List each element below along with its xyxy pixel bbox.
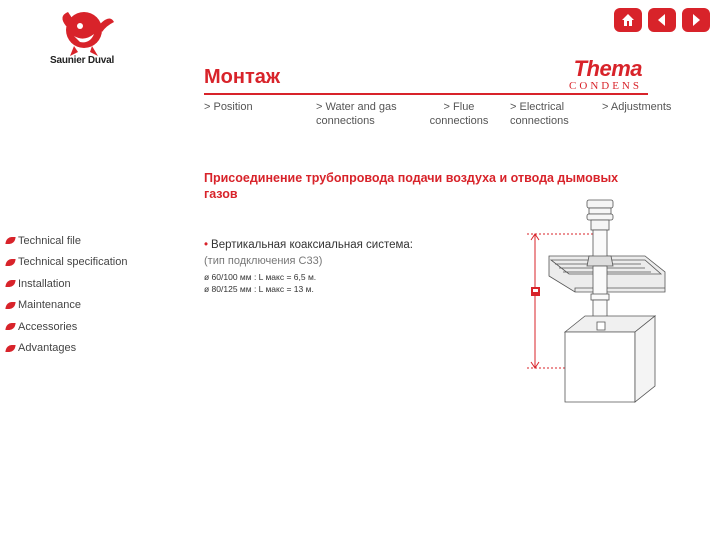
home-icon — [620, 12, 636, 28]
arrow-right-icon — [688, 12, 704, 28]
sidebar-item-maintenance[interactable] — [6, 295, 127, 317]
arrow-left-icon — [654, 12, 670, 28]
spec-subtitle: (тип подключения C33) — [204, 255, 323, 267]
back-button[interactable] — [648, 8, 676, 32]
sidebar-item-label: Technical specification — [18, 256, 128, 269]
brand-name: Saunier Duval — [50, 55, 115, 66]
sidebar-item-label: Installation — [18, 277, 71, 290]
subnav-water-gas[interactable]: > Water and gas connections — [316, 101, 397, 127]
subnav-electrical[interactable]: > Electrical connections — [510, 101, 569, 127]
product-subname: CONDENS — [569, 80, 642, 92]
sidebar-item-technical-specification[interactable] — [6, 252, 127, 274]
leaf-bullet-icon — [5, 280, 15, 287]
page-title: Монтаж — [204, 66, 281, 88]
top-navigation — [614, 8, 710, 32]
product-logo — [556, 58, 642, 92]
leaf-bullet-icon — [5, 345, 15, 352]
leaf-bullet-icon — [5, 237, 15, 244]
flue-diagram — [505, 192, 675, 417]
subnav-adjustments[interactable]: > Adjustments — [602, 101, 672, 113]
section-heading: Присоединение трубопровода подачи воздуха и отвода дымовых газов — [204, 171, 619, 201]
home-button[interactable] — [614, 8, 642, 32]
sidebar-item-label: Advantages — [18, 342, 77, 355]
leaf-bullet-icon — [5, 302, 15, 309]
sidebar-item-accessories[interactable] — [6, 316, 127, 338]
leaf-bullet-icon — [5, 259, 15, 266]
bullet: • — [204, 239, 209, 251]
spec-line: ø 60/100 мм : L макс = 6,5 м. — [204, 272, 317, 282]
subnav-position[interactable]: > Position — [204, 101, 253, 113]
title-divider — [204, 93, 648, 95]
forward-button[interactable] — [682, 8, 710, 32]
sidebar-item-label: Maintenance — [18, 299, 81, 312]
sidebar-item-technical-file[interactable] — [6, 230, 127, 252]
spec-title — [204, 238, 494, 252]
subnav-flue[interactable]: > Flue connections — [429, 101, 489, 127]
sidebar-menu — [6, 230, 127, 359]
product-name: Thema — [573, 56, 642, 81]
spec-block — [204, 238, 494, 295]
spec-title-text: Вертикальная коаксиальная система: — [211, 239, 413, 251]
sidebar-item-label: Accessories — [18, 320, 78, 333]
sidebar-item-label: Technical file — [18, 234, 81, 247]
sidebar-item-installation[interactable] — [6, 273, 127, 295]
spec-line: ø 80/125 мм : L макс = 13 м. — [204, 284, 314, 294]
leaf-bullet-icon — [5, 323, 15, 330]
sidebar-item-advantages[interactable] — [6, 338, 127, 360]
